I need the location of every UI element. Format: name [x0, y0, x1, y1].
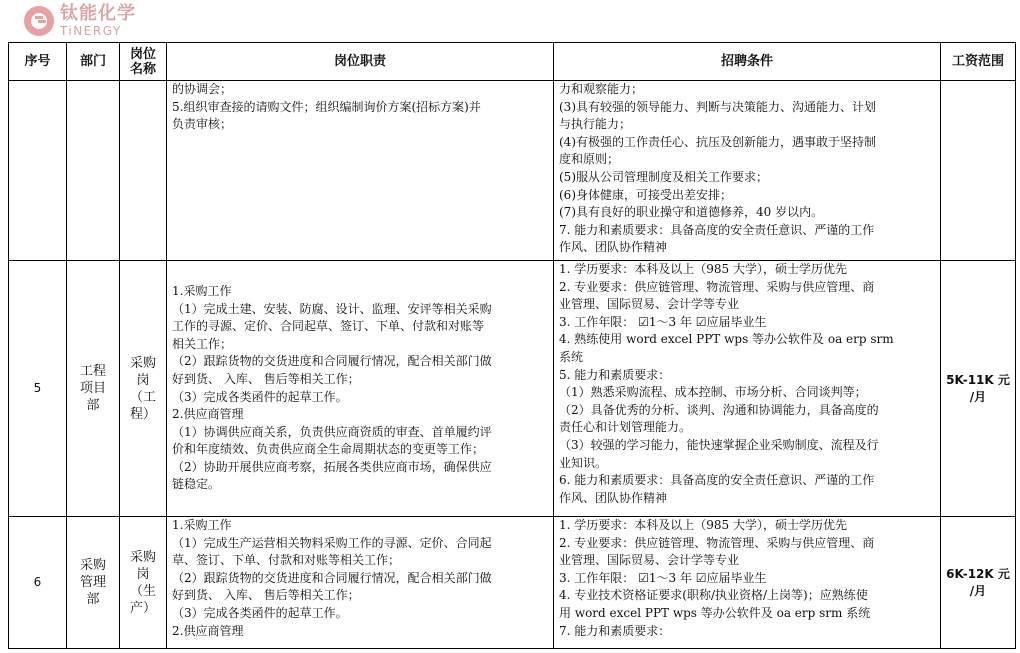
text-line: 部: [86, 592, 100, 607]
logo-brand-en: TiNERGY: [60, 24, 122, 38]
text-line: 责任心和计划管理能力。: [559, 420, 692, 435]
text-line: （生: [129, 583, 156, 599]
logo-mark-icon: [24, 6, 54, 36]
text-line: 作风、团队协作精神: [559, 490, 668, 505]
text-line: (7)具有良好的职业操守和道德修养，40 岁以内。: [559, 205, 824, 220]
text-line: 好到货、 入库、 售后等相关工作；: [172, 588, 360, 603]
cell-dept: [67, 517, 120, 649]
text-line: 4. 熟练使用 word excel PPT wps 等办公软件及 oa erp srm: [559, 332, 894, 347]
text-line: /月: [969, 389, 987, 404]
text-line: 采购: [129, 549, 156, 565]
cell-requirements: [554, 261, 941, 517]
text-line: 采购: [129, 355, 156, 371]
text-line: （1）协调供应商关系，负责供应商资质的审查、首单履约评: [172, 424, 492, 439]
text-line: 3. 工作年限： ☑1～3 年 ☑应届毕业生: [559, 570, 767, 585]
text-line: (5)服从公司管理制度及相关工作要求；: [559, 169, 768, 184]
text-line: 工作的寻源、定价、合同起草、签订、下单、付款和对账等: [172, 319, 485, 334]
cell-requirements: [554, 517, 941, 649]
text-line: 7. 能力和素质要求：: [559, 623, 671, 638]
text-line: 2. 专业要求：供应链管理、物流管理、采购与供应管理、商: [559, 535, 875, 550]
text-line: （1）熟悉采购流程、成本控制、市场分析、合同谈判等；: [559, 385, 867, 400]
cell-salary: [941, 81, 1016, 261]
logo-brand-cn: 钛能化学: [60, 3, 136, 24]
text-line: 业管理、国际贸易、会计学等专业: [559, 297, 740, 312]
text-line: 1.采购工作: [172, 518, 232, 532]
text-line: 的协调会；: [172, 82, 233, 96]
text-line: 7. 能力和素质要求：具备高度的安全责任意识、严谨的工作: [559, 222, 875, 237]
text-line: 链稳定。: [172, 477, 221, 492]
text-line: （2）协助开展供应商考察，拓展各类供应商市场，确保供应: [172, 459, 492, 474]
header-duty: 岗位职责: [167, 43, 554, 81]
text-line: 相关工作；: [172, 336, 233, 351]
text-line: 2.供应商管理: [172, 407, 244, 422]
text-line: 岗: [136, 566, 150, 582]
text-line: 草、签订、下单、付款和对账等相关工作；: [172, 553, 401, 568]
text-line: 程）: [129, 406, 156, 422]
text-line: 业管理、国际贸易、会计学等专业: [559, 553, 740, 568]
text-line: （2）跟踪货物的交货进度和合同履行情况，配合相关部门做: [172, 570, 492, 585]
text-line: /月: [969, 583, 987, 598]
table-row: [9, 517, 1016, 649]
cell-duty: [167, 81, 554, 261]
text-line: 业知识。: [559, 455, 608, 470]
text-line: 2.供应商管理: [172, 623, 244, 638]
text-line: 好到货、 入库、 售后等相关工作；: [172, 371, 360, 386]
text-line: 采购: [79, 558, 106, 573]
text-line: 1.采购工作: [172, 283, 232, 298]
text-line: 项目: [79, 381, 106, 396]
text-line: 6. 能力和素质要求：具备高度的安全责任意识、严谨的工作: [559, 473, 875, 488]
text-line: 管理: [79, 575, 106, 590]
header-position-line1: 岗位: [129, 46, 156, 62]
header-no: 序号: [9, 43, 67, 81]
cell-no: 5: [9, 261, 67, 517]
text-line: 岗: [136, 372, 150, 388]
table-header-row: [9, 43, 1016, 81]
header-position-line2: 名称: [129, 61, 156, 77]
text-line: 工程: [79, 364, 106, 379]
text-line: 力和观察能力；: [559, 82, 644, 96]
text-line: 与执行能力；: [559, 117, 632, 132]
text-line: 5.组织审查接的请购文件；组织编制询价方案(招标方案)并: [172, 99, 481, 114]
text-line: （2）跟踪货物的交货进度和合同履行情况，配合相关部门做: [172, 354, 492, 369]
cell-position: [120, 261, 167, 517]
text-line: （工: [129, 389, 156, 405]
table-row: [9, 261, 1016, 517]
text-line: 负责审核；: [172, 117, 233, 132]
text-line: （1）完成生产运营相关物料采购工作的寻源、定价、合同起: [172, 535, 492, 550]
text-line: （3）完成各类函件的起草工作。: [172, 389, 348, 404]
text-line: 产）: [129, 600, 156, 616]
text-line: (4)有极强的工作责任心、抗压及创新能力，遇事敢于坚持制: [559, 134, 877, 149]
text-line: 度和原则；: [559, 152, 620, 167]
text-line: (3)具有较强的领导能力、判断与决策能力、沟通能力、计划: [559, 99, 877, 114]
header-dept: 部门: [67, 43, 120, 81]
text-line: 5. 能力和素质要求：: [559, 367, 671, 382]
text-line: 价和年度绩效、负责供应商全生命周期状态的变更等工作；: [172, 442, 485, 457]
table-row: [9, 81, 1016, 261]
text-line: 系统: [559, 349, 584, 364]
text-line: (6)身体健康，可接受出差安排；: [559, 187, 732, 202]
header-requirements: 招聘条件: [554, 43, 941, 81]
text-line: 2. 专业要求：供应链管理、物流管理、采购与供应管理、商: [559, 279, 875, 294]
text-line: （3）完成各类函件的起草工作。: [172, 605, 348, 620]
cell-dept: [67, 81, 120, 261]
text-line: 4. 专业技术资格证要求(职称/执业资格/上岗等)；应熟练使: [559, 588, 868, 603]
cell-no: 6: [9, 517, 67, 649]
cell-position: [120, 81, 167, 261]
text-line: 部: [86, 398, 100, 413]
text-line: 3. 工作年限： ☑1～3 年 ☑应届毕业生: [559, 314, 767, 329]
header-position: [120, 43, 167, 81]
text-line: 作风、团队协作精神: [559, 240, 668, 255]
cell-no: [9, 81, 67, 261]
text-line: （1）完成土建、安装、防腐、设计、监理、安评等相关采购: [172, 301, 492, 316]
text-line: 5K-11K 元: [946, 372, 1010, 387]
cell-requirements: [554, 81, 941, 261]
text-line: 1. 学历要求：本科及以上（985 大学），硕士学历优先: [559, 262, 847, 276]
text-line: （2）具备优秀的分析、谈判、沟通和协调能力，具备高度的: [559, 402, 879, 417]
cell-position: [120, 517, 167, 649]
cell-salary: [941, 517, 1016, 649]
cell-dept: [67, 261, 120, 517]
text-line: 用 word excel PPT wps 等办公软件及 oa erp srm 系统: [559, 605, 871, 620]
recruitment-table: [8, 42, 1016, 649]
text-line: 6K-12K 元: [946, 566, 1010, 581]
company-logo: [24, 4, 136, 38]
header-salary: 工资范围: [941, 43, 1016, 81]
text-line: 1. 学历要求：本科及以上（985 大学），硕士学历优先: [559, 518, 847, 532]
cell-salary: [941, 261, 1016, 517]
text-line: （3）较强的学习能力，能快速掌握企业采购制度、流程及行: [559, 437, 879, 452]
cell-duty: [167, 517, 554, 649]
cell-duty: [167, 261, 554, 517]
